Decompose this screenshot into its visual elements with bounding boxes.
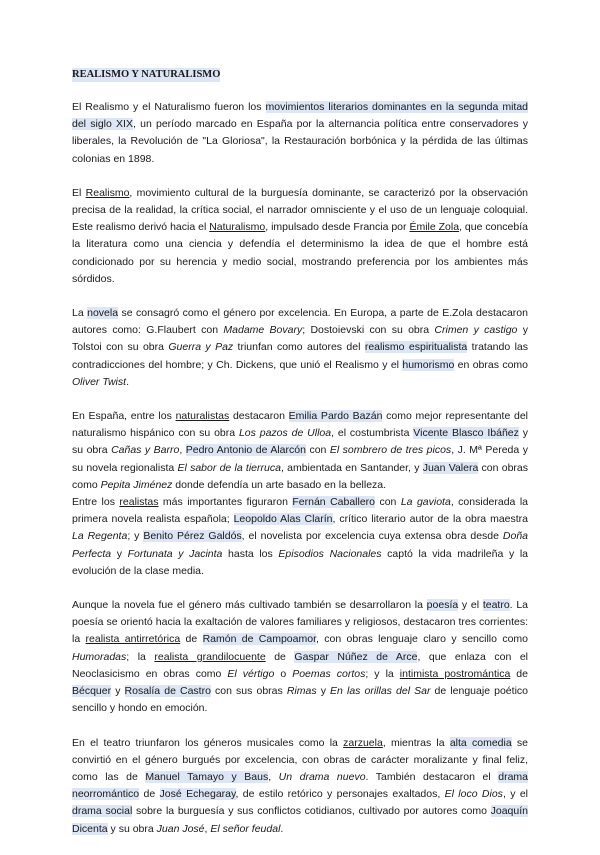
text-run: . [126, 375, 129, 388]
highlighted-text: Leopoldo Alas Clarín [233, 513, 333, 526]
text-run: sobre la burguesía y sus conflictos cotidianos, cultivado por autores como [132, 805, 491, 818]
text-run: se consagró como el género por excelencia. En Europa, a parte de E.Zola destacaron autores como: G.Flaubert con [72, 307, 528, 337]
underlined-term: realista antirretórica [85, 633, 181, 646]
work-title: Oliver Twist [72, 375, 127, 388]
work-title: Los pazos de Ulloa [238, 427, 332, 440]
text-run: de [265, 650, 295, 663]
text-run: en obras como [454, 358, 529, 371]
text-run: , [204, 822, 211, 835]
text-run: La [72, 307, 88, 320]
text-run: ; y [127, 530, 144, 543]
text-run: con [375, 496, 401, 509]
work-title: Rimas [286, 685, 317, 698]
text-run: , [268, 770, 279, 783]
highlighted-text: José Echegaray [159, 788, 236, 801]
text-run: como mejor representante del naturalismo hispánico con su obra [72, 410, 528, 440]
work-title: Crimen y castigo [434, 324, 518, 337]
text-run: y su obra [107, 822, 157, 835]
work-title: Un drama nuevo [278, 770, 366, 783]
highlighted-text: drama social [72, 805, 133, 818]
highlighted-text: poesía [426, 599, 459, 612]
text-run: , mientras la [382, 736, 450, 749]
text-run: destacaron [229, 410, 289, 423]
highlighted-text: Bécquer [72, 685, 112, 698]
text-run: , movimiento cultural de la burguesía dominante, se caracterizó por la observación precisa de la realidad, la crítica social, el narrador omnisciente y el uso de un lenguaje coloquial. Este realismo derivó hacia el [72, 186, 528, 234]
text-run: , ambientada en Santander, y [280, 461, 423, 474]
highlighted-text: movimientos literarios dominantes en la segunda mitad del siglo XIX [72, 101, 529, 131]
work-title: Guerra y Paz [168, 341, 234, 354]
text-run: se convirtió en el género burgués por excelencia, con obras de carácter moralizante y final feliz, como las de [72, 736, 528, 783]
highlighted-text: Rosalía de Castro [124, 685, 211, 698]
highlighted-text: Ramón de Campoamor [202, 633, 316, 646]
underlined-term: realista grandilocuente [154, 650, 266, 663]
paragraph-poesia [72, 597, 528, 717]
work-title: El señor feudal [210, 822, 281, 835]
highlighted-text: Fernán Caballero [292, 496, 376, 509]
text-run: , el novelista por excelencia cuya extensa obra desde [241, 530, 503, 543]
underlined-term: naturalistas [175, 410, 230, 423]
work-title: Poemas cortos [292, 667, 366, 680]
text-run: y Tolstoi con su obra [72, 324, 528, 354]
work-title: El loco Dios [444, 788, 503, 801]
text-run: , un período marcado en España por la alternancia política entre conservadores y liberales, la Revolución de "La Gloriosa", la Restauración borbónica y la pérdida de las últimas colonias en 1898. [72, 118, 528, 165]
work-title: En las orillas del Sar [330, 685, 431, 698]
work-title: El sabor de la tierruca [177, 461, 281, 474]
text-run: de lenguaje poético sencillo y hondo en emoción. [72, 685, 528, 715]
highlighted-text: novela [87, 307, 119, 320]
text-run: . [280, 822, 284, 835]
text-run: , de estilo retórico y personajes exaltados, [235, 788, 445, 801]
text-run: hasta los [222, 547, 279, 560]
text-run: donde defendía un arte basado en la belleza. [172, 478, 387, 491]
highlighted-text: teatro [482, 599, 510, 612]
text-run: ; y la [365, 667, 400, 680]
document-title: REALISMO Y NATURALISMO [72, 69, 221, 80]
text-run: , que enlaza con el Neoclasicismo en obras como [72, 650, 528, 680]
text-run: , el costumbrista [331, 427, 414, 440]
text-run: , [179, 444, 186, 457]
work-title: El vértigo [227, 667, 275, 680]
text-run: de [180, 633, 203, 646]
text-run: de [510, 667, 528, 680]
text-run: triunfan como autores del [233, 341, 365, 354]
text-run: , que concebía la literatura como una ciencia y defendía el determinismo la idea de que el hombre está condicionado por su herencia y medio social, mostrando preferencia por los ambientes más sórdidos. [72, 221, 528, 285]
text-run: El Realismo y el Naturalismo fueron los [72, 101, 266, 113]
work-title: Episodios Nacionales [278, 547, 382, 560]
work-title: La Regenta [72, 530, 128, 543]
highlighted-text: Benito Pérez Galdós [143, 530, 242, 543]
highlighted-text: drama neorromántico [72, 770, 528, 801]
highlighted-text: humorismo [402, 358, 455, 371]
underlined-term: Realismo [85, 186, 130, 199]
work-title: Juan José [156, 822, 205, 835]
highlighted-text: Joaquín Dicenta [72, 805, 528, 835]
text-run: En el teatro triunfaron los géneros musicales como la [72, 736, 344, 749]
text-run: tratando las contradicciones del hombre; y Ch. Dickens, que unió el Realismo y el [72, 341, 528, 371]
text-run: ; Dostoievski con su obra [302, 324, 435, 337]
work-title: Doña Perfecta [72, 530, 529, 560]
highlighted-text: Gaspar Núñez de Arce [294, 650, 418, 663]
text-run: , crítico literario autor de la obra maestra [332, 513, 528, 526]
work-title: Fortunata y Jacinta [127, 547, 223, 560]
text-run: y el [458, 599, 483, 612]
highlighted-text: Vicente Blasco Ibáñez [413, 427, 519, 440]
paragraph-realismo [72, 185, 528, 288]
text-run: , J. Mª Pereda y su novela regionalista [72, 444, 528, 474]
paragraph-naturalistas-espana [72, 408, 528, 494]
work-title: La gaviota [400, 496, 451, 509]
text-run: , con obras lenguaje claro y sencillo como [316, 633, 528, 646]
text-run: . También destacaron el [365, 770, 499, 783]
work-title: Madame Bovary [223, 324, 303, 337]
paragraph-novela-europa [72, 305, 528, 391]
underlined-term: intimista postromántica [399, 667, 511, 680]
work-title: Pepita Jiménez [100, 478, 173, 491]
highlighted-text: Pedro Antonio de Alarcón [185, 444, 306, 457]
text-run: captó la vida madrileña y la evolución de la clase media. [72, 547, 528, 577]
text-run: o [274, 667, 293, 680]
text-run: de [139, 788, 160, 801]
work-title: El sombrero de tres picos [329, 444, 452, 457]
text-run: , y el [502, 788, 528, 801]
paragraph-intro [72, 99, 528, 168]
text-run: y [316, 685, 331, 698]
underlined-term: zarzuela [343, 736, 383, 749]
document-page [72, 66, 528, 855]
work-title: Cañas y Barro [111, 444, 180, 457]
text-run: , considerada la primera novela realista española; [72, 496, 528, 526]
highlighted-text: alta comedia [449, 736, 512, 749]
highlighted-text: Juan Valera [422, 461, 479, 474]
text-run: con obras como [72, 461, 529, 491]
text-run: Aunque la novela fue el género más cultivado también se desarrollaron la [72, 599, 427, 612]
highlighted-text: Manuel Tamayo y Baus [145, 770, 269, 783]
text-run: , impulsado desde Francia por [265, 221, 410, 234]
text-run: . La poesía se orientó hacia la exaltación de valores familiares y religiosos, destacaron tres corrientes: la [72, 599, 528, 646]
text-run: y [111, 547, 128, 560]
work-title: Humoradas [72, 650, 127, 663]
underlined-term: Émile Zola [409, 221, 460, 234]
text-run: En España, entre los [72, 410, 176, 423]
highlighted-text: realismo espiritualista [364, 341, 468, 354]
paragraph-teatro [72, 735, 528, 838]
underlined-term: Naturalismo [209, 221, 266, 234]
text-run: El [72, 186, 86, 199]
text-run: y [111, 685, 125, 698]
text-run: más importantes figuraron [158, 496, 293, 509]
text-run: Entre los [72, 496, 120, 509]
highlighted-text: Emilia Pardo Bazán [288, 410, 383, 423]
text-run: con [305, 444, 330, 457]
text-run: y su obra [72, 427, 528, 457]
text-run: con sus obras [210, 685, 287, 698]
paragraph-realistas-espana [72, 494, 528, 580]
underlined-term: realistas [119, 496, 159, 509]
text-run: ; la [126, 650, 155, 663]
